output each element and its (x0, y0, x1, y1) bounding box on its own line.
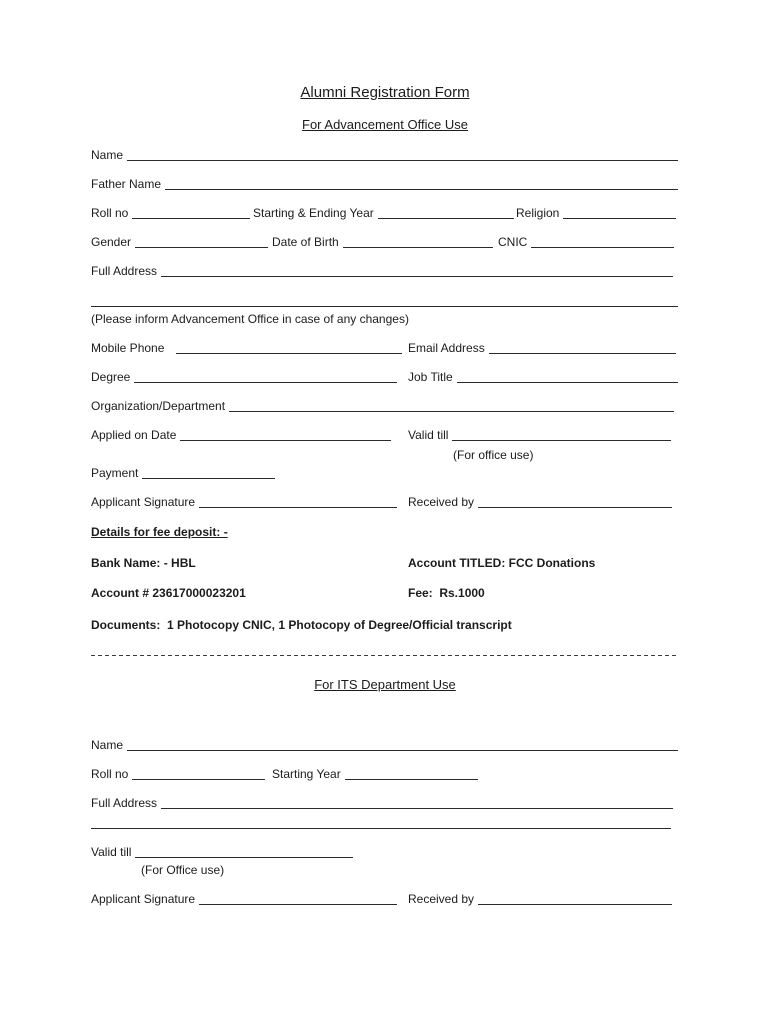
roll-no-blank-line (132, 218, 250, 219)
office-use-note: (For office use) (453, 448, 534, 462)
its-valid-till-label: Valid till (91, 845, 132, 859)
religion-blank-line (563, 218, 676, 219)
its-full-address-field (91, 795, 673, 811)
mobile-phone-field (91, 340, 402, 356)
its-applicant-signature-field (91, 891, 397, 907)
full-address-blank-line (161, 276, 673, 277)
its-valid-till-blank-line (135, 857, 353, 858)
religion-field (516, 205, 676, 221)
valid-till-label: Valid till (408, 428, 449, 442)
its-applicant-signature-blank-line (199, 904, 397, 905)
date-of-birth-field (272, 234, 493, 250)
name-label: Name (91, 148, 124, 162)
job-title-field (408, 369, 678, 385)
job-title-blank-line (457, 382, 678, 383)
applied-on-date-field (91, 427, 391, 443)
fee-amount: Fee: Rs.1000 (408, 586, 485, 600)
organization-department-field (91, 398, 674, 414)
its-section-heading: For ITS Department Use (314, 677, 456, 692)
full-address-second-line (91, 306, 678, 307)
its-office-use-note: (For Office use) (141, 863, 225, 877)
form-title: Alumni Registration Form (300, 84, 470, 101)
name-field (91, 147, 678, 163)
received-by-label: Received by (408, 495, 475, 509)
payment-label: Payment (91, 466, 139, 480)
address-change-note: (Please inform Advancement Office in case of any changes) (91, 312, 409, 326)
advancement-section-heading: For Advancement Office Use (302, 117, 468, 132)
cnic-blank-line (531, 247, 674, 248)
degree-field (91, 369, 397, 385)
its-roll-no-label: Roll no (91, 767, 129, 781)
fee-deposit-heading: Details for fee deposit: - (91, 525, 228, 539)
account-title: Account TITLED: FCC Donations (408, 556, 596, 570)
starting-ending-year-blank-line (378, 218, 514, 219)
its-full-address-label: Full Address (91, 796, 158, 810)
cnic-field (498, 234, 674, 250)
organization-department-label: Organization/Department (91, 399, 226, 413)
bank-name: Bank Name: - HBL (91, 556, 196, 570)
gender-field (91, 234, 268, 250)
its-full-address-blank-line (161, 808, 673, 809)
date-of-birth-blank-line (343, 247, 493, 248)
its-roll-no-field (91, 766, 265, 782)
mobile-phone-label: Mobile Phone (91, 341, 165, 355)
account-number: Account # 23617000023201 (91, 586, 246, 600)
father-name-field (91, 176, 678, 192)
its-valid-till-field (91, 844, 353, 860)
payment-field (91, 465, 275, 481)
applicant-signature-field (91, 494, 397, 510)
applied-on-date-blank-line (180, 440, 391, 441)
its-starting-year-label: Starting Year (272, 767, 341, 781)
starting-ending-year-label: Starting & Ending Year (253, 206, 374, 220)
its-name-label: Name (91, 738, 124, 752)
religion-label: Religion (516, 206, 560, 220)
its-starting-year-blank-line (345, 779, 478, 780)
gender-label: Gender (91, 235, 132, 249)
roll-no-field (91, 205, 250, 221)
email-address-blank-line (489, 353, 676, 354)
father-name-blank-line (165, 189, 678, 190)
organization-department-blank-line (229, 411, 674, 412)
its-roll-no-blank-line (132, 779, 265, 780)
its-name-field (91, 737, 678, 753)
valid-till-field (408, 427, 671, 443)
its-applicant-signature-label: Applicant Signature (91, 892, 196, 906)
roll-no-label: Roll no (91, 206, 129, 220)
its-received-by-label: Received by (408, 892, 475, 906)
applied-on-date-label: Applied on Date (91, 428, 177, 442)
its-name-blank-line (127, 750, 678, 751)
its-starting-year-field (272, 766, 478, 782)
required-documents: Documents: 1 Photocopy CNIC, 1 Photocopy of Degree/Official transcript (91, 618, 512, 632)
dashed-separator (91, 655, 678, 656)
mobile-phone-blank-line (176, 353, 402, 354)
father-name-label: Father Name (91, 177, 162, 191)
name-blank-line (127, 160, 678, 161)
job-title-label: Job Title (408, 370, 453, 384)
its-received-by-blank-line (478, 904, 672, 905)
email-address-field (408, 340, 676, 356)
date-of-birth-label: Date of Birth (272, 235, 339, 249)
applicant-signature-label: Applicant Signature (91, 495, 196, 509)
degree-label: Degree (91, 370, 131, 384)
starting-ending-year-field (253, 205, 514, 221)
gender-blank-line (135, 247, 268, 248)
its-full-address-second-line (91, 828, 671, 829)
email-address-label: Email Address (408, 341, 485, 355)
received-by-blank-line (478, 507, 672, 508)
applicant-signature-blank-line (199, 507, 397, 508)
payment-blank-line (142, 478, 275, 479)
degree-blank-line (134, 382, 397, 383)
full-address-field (91, 263, 673, 279)
cnic-label: CNIC (498, 235, 528, 249)
received-by-field (408, 494, 672, 510)
valid-till-blank-line (452, 440, 671, 441)
its-received-by-field (408, 891, 672, 907)
full-address-label: Full Address (91, 264, 158, 278)
